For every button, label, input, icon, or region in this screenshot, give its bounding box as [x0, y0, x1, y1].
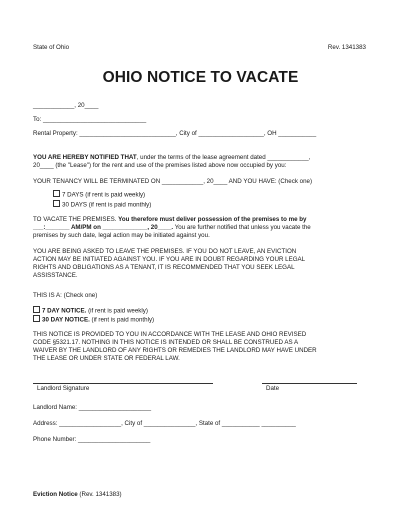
rental-property-line: Rental Property: ____________________________, City of ___________________, OH ___________: [33, 130, 317, 137]
date-signature-line[interactable]: [262, 383, 357, 384]
phone-number-line: Phone Number: _____________________: [33, 436, 151, 443]
vacate-rest: You are further notified that unless you vacate the: [173, 224, 311, 231]
provided-line-2: CODE §5321.17. NOTHING IN THIS NOTICE IS INTENDED OR SHALL BE CONSTRUED AS A: [33, 339, 299, 346]
document-title: OHIO NOTICE TO VACATE: [102, 69, 299, 86]
this-is-line: THIS IS A: (Check one): [33, 292, 98, 299]
asked-line-4: ASSISSTANCE.: [33, 272, 78, 279]
vacate-lead: TO VACATE THE PREMISES.: [33, 216, 119, 223]
option-rest: (if rent is paid weekly): [86, 307, 148, 315]
tenancy-option-30-days[interactable]: [53, 200, 151, 209]
notified-line-1: [33, 154, 310, 162]
notified-rest: , under the terms of the lease agreement dated ____________,: [136, 154, 311, 161]
checkbox[interactable]: [33, 315, 40, 322]
notified-lead: YOU ARE HEREBY NOTIFIED THAT: [33, 154, 137, 161]
asked-line-3: RIGHTS AND OBLIGATIONS AS A TENANT, IT IS RECOMMENDED THAT YOU SEEK LEGAL: [33, 264, 295, 271]
option-label: 30 DAYS (if rent is paid monthly): [62, 201, 152, 209]
option-bold: 7 DAY NOTICE.: [42, 307, 87, 315]
vacate-line-3: premises by such date, legal action may be initiated against you.: [33, 232, 210, 239]
notified-line-2: 20____ (the "Lease") for the rent and use of the premises listed above now occupied by you:: [33, 162, 287, 169]
asked-line-1: YOU ARE BEING ASKED TO LEAVE THE PREMISES. IF YOU DO NOT LEAVE, AN EVICTION: [33, 248, 297, 255]
vacate-line-1: [33, 216, 306, 224]
notice-option-30-day[interactable]: [33, 315, 154, 324]
tenancy-option-7-days[interactable]: [53, 190, 145, 199]
asked-line-2: ACTION MAY BE INITIATED AGAINST YOU. IF YOU ARE IN DOUBT REGARDING YOUR LEGAL: [33, 256, 306, 263]
state-label: State of Ohio: [33, 44, 70, 51]
provided-line-3: WAIVER BY THE LANDLORD OF ANY RIGHTS OR REMEDIES THE LANDLORD MAY HAVE UNDER: [33, 347, 317, 354]
option-rest: (if rent is paid monthly): [89, 316, 155, 324]
vacate-line-2: [33, 224, 311, 232]
option-bold: 30 DAY NOTICE.: [42, 316, 90, 324]
signature-date-label: Date: [266, 385, 280, 392]
notice-option-7-day[interactable]: [33, 306, 148, 315]
tenancy-line: YOUR TENANCY WILL BE TERMINATED ON ____________, 20____ AND YOU HAVE: (Check one): [33, 178, 313, 185]
provided-line-1: THIS NOTICE IS PROVIDED TO YOU IN ACCORDANCE WITH THE LEASE AND OHIO REVISED: [33, 331, 307, 338]
footer-title: Eviction Notice: [33, 491, 78, 498]
provided-line-4: THE LEASE OR UNDER STATE OR FEDERAL LAW.: [33, 355, 180, 362]
address-line: Address: __________________, City of _______________, State of ___________ __________: [33, 420, 296, 427]
vacate-bold: You therefore must deliver possession of the premises to me by: [118, 216, 307, 223]
footer: [33, 491, 122, 499]
landlord-name-line: Landlord Name: _____________________: [33, 404, 152, 411]
footer-rev: (Rev. 1341383): [77, 491, 122, 498]
vacate-time-date: ___:_______ AM/PM on _____________, 20____.: [33, 224, 174, 231]
landlord-signature-label: Landlord Signature: [37, 385, 90, 392]
checkbox[interactable]: [33, 306, 40, 313]
checkbox[interactable]: [53, 200, 60, 207]
date-line: ____________, 20____: [33, 102, 99, 109]
to-line: To: ______________________________: [33, 116, 147, 123]
signature-line[interactable]: [33, 383, 213, 384]
option-label: 7 DAYS (if rent is paid weekly): [62, 191, 146, 199]
checkbox[interactable]: [53, 190, 60, 197]
revision-label: Rev. 1341383: [327, 44, 366, 51]
